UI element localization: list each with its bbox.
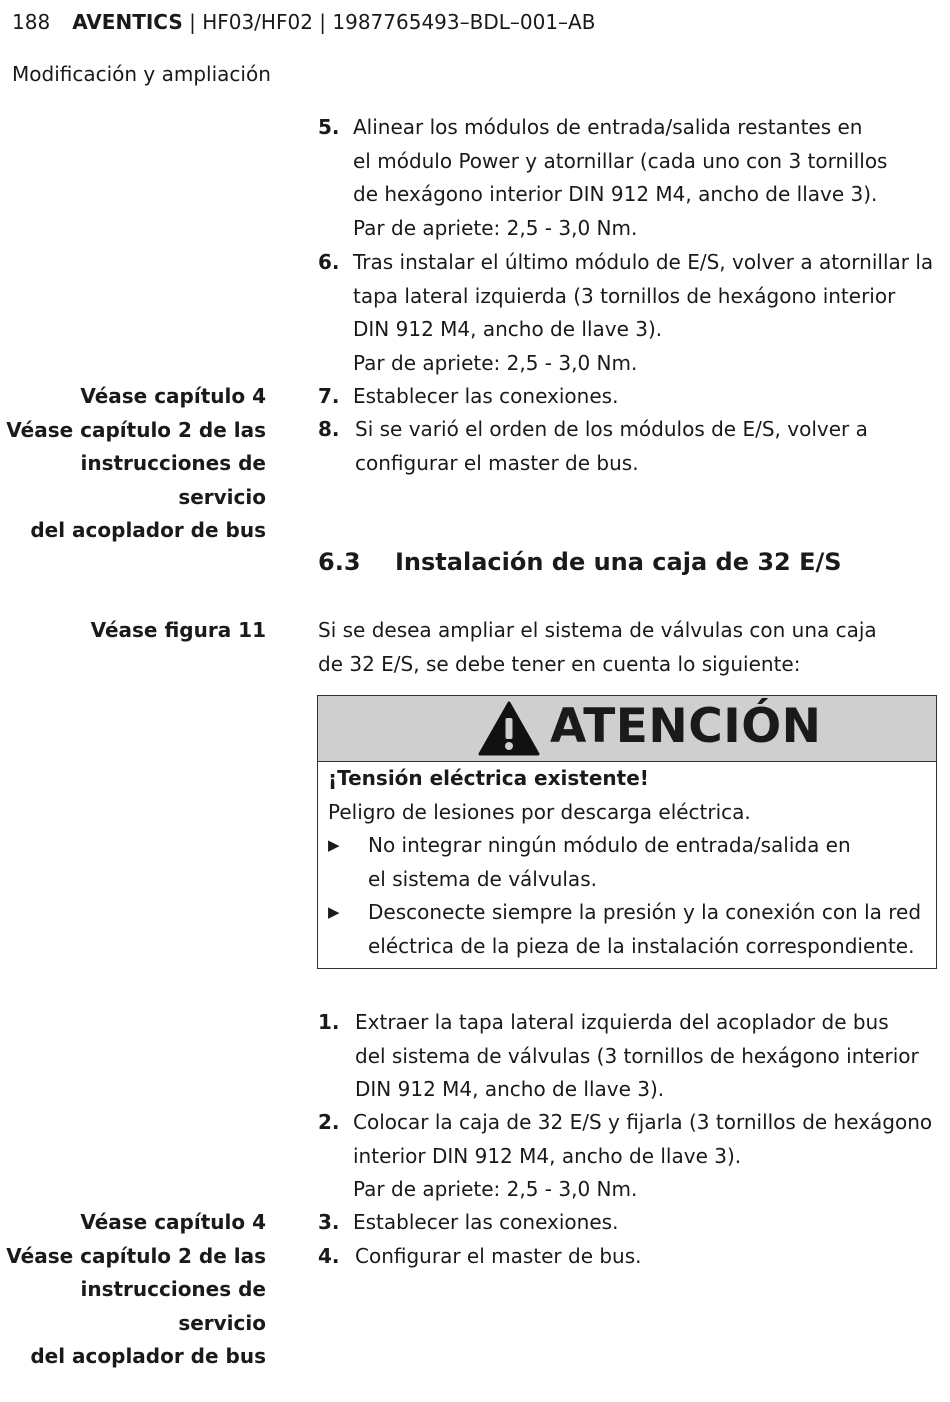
side-note: Véase capítulo 2 de las <box>6 1243 266 1268</box>
step-line: configurar el master de bus. <box>355 450 639 475</box>
step-text <box>355 1006 950 1107</box>
warning-signal-word: ATENCIÓN <box>550 699 822 754</box>
step-line: Establecer las conexiones. <box>353 1210 619 1234</box>
step-text <box>355 1240 950 1274</box>
step-line: Colocar la caja de 32 E/S y fijarla (3 tornillos de hexágono <box>353 1110 933 1134</box>
paragraph-line: Si se desea ampliar el sistema de válvulas con una caja <box>318 618 877 642</box>
step-line: Par de apriete: 2,5 - 3,0 Nm. <box>353 350 638 375</box>
step-number: 7. <box>318 384 340 408</box>
step-line: de hexágono interior DIN 912 M4, ancho de llave 3). <box>353 182 878 207</box>
step-text <box>353 111 948 245</box>
step-line: DIN 912 M4, ancho de llave 3). <box>353 317 663 342</box>
step-line: interior DIN 912 M4, ancho de llave 3). <box>353 1143 742 1168</box>
page-number: 188 <box>12 10 51 34</box>
warning-consequence: Peligro de lesiones por descarga eléctrica. <box>328 799 751 824</box>
step-line: Configurar el master de bus. <box>355 1244 642 1268</box>
section-title: Instalación de una caja de 32 E/S <box>395 548 842 576</box>
step-number: 6. <box>318 250 340 274</box>
side-note: Véase capítulo 2 de las <box>6 417 266 442</box>
page-header <box>12 10 595 34</box>
step-text <box>353 380 948 414</box>
warning-header <box>318 696 936 762</box>
measure-line: el sistema de válvulas. <box>368 866 597 891</box>
side-note: Véase capítulo 4 <box>80 1210 266 1234</box>
step-text <box>353 1206 948 1240</box>
side-note: instrucciones de servicio <box>80 1277 266 1335</box>
step-line: del sistema de válvulas (3 tornillos de hexágono interior <box>355 1043 919 1068</box>
paragraph-line: de 32 E/S, se debe tener en cuenta lo siguiente: <box>318 651 801 676</box>
side-notes-top <box>0 380 266 548</box>
step-text <box>353 1106 948 1207</box>
step-line: DIN 912 M4, ancho de llave 3). <box>355 1077 665 1102</box>
warning-hazard: ¡Tensión eléctrica existente! <box>328 766 649 790</box>
side-note: Véase capítulo 4 <box>80 384 266 408</box>
step-number: 8. <box>318 417 340 441</box>
step-text <box>355 413 950 480</box>
step-number: 4. <box>318 1244 340 1268</box>
step-number: 3. <box>318 1210 340 1234</box>
step-line: Alinear los módulos de entrada/salida restantes en <box>353 115 863 139</box>
intro-paragraph <box>318 614 938 681</box>
measure-line: Desconecte siempre la presión y la conexión con la red <box>368 900 922 925</box>
measure-line: eléctrica de la pieza de la instalación correspondiente. <box>368 933 915 958</box>
step-line: Si se varió el orden de los módulos de E/S, volver a <box>355 417 868 441</box>
side-note: instrucciones de servicio <box>80 451 266 509</box>
side-note: del acoplador de bus <box>30 1344 266 1369</box>
section-subtitle: Modificación y ampliación <box>12 62 271 86</box>
step-number: 1. <box>318 1010 340 1034</box>
triangle-right-icon: ▶ <box>328 836 340 855</box>
step-line: tapa lateral izquierda (3 tornillos de hexágono interior <box>353 283 896 308</box>
step-line: Par de apriete: 2,5 - 3,0 Nm. <box>353 215 638 240</box>
side-notes-bottom <box>0 1206 266 1374</box>
side-note: del acoplador de bus <box>30 518 266 543</box>
section-number: 6.3 <box>318 548 361 576</box>
step-number: 2. <box>318 1110 340 1134</box>
warning-box <box>317 695 937 969</box>
warning-measure <box>328 829 928 896</box>
warning-body <box>328 762 928 964</box>
warning-triangle-icon <box>478 701 540 757</box>
triangle-right-icon: ▶ <box>328 903 340 922</box>
step-number: 5. <box>318 115 340 139</box>
measure-line: No integrar ningún módulo de entrada/salida en <box>368 833 851 858</box>
step-text <box>353 246 948 380</box>
section-heading <box>318 548 842 576</box>
brand-name: AVENTICS <box>72 10 183 34</box>
step-line: Par de apriete: 2,5 - 3,0 Nm. <box>353 1177 638 1202</box>
warning-measure <box>328 896 928 963</box>
side-note-figure: Véase figura 11 <box>90 618 266 642</box>
step-line: Extraer la tapa lateral izquierda del acoplador de bus <box>355 1010 889 1034</box>
step-line: Establecer las conexiones. <box>353 384 619 408</box>
step-line: Tras instalar el último módulo de E/S, volver a atornillar la <box>353 250 934 274</box>
step-line: el módulo Power y atornillar (cada uno con 3 tornillos <box>353 148 888 173</box>
document-reference: | HF03/HF02 | 1987765493–BDL–001–AB <box>189 10 596 34</box>
